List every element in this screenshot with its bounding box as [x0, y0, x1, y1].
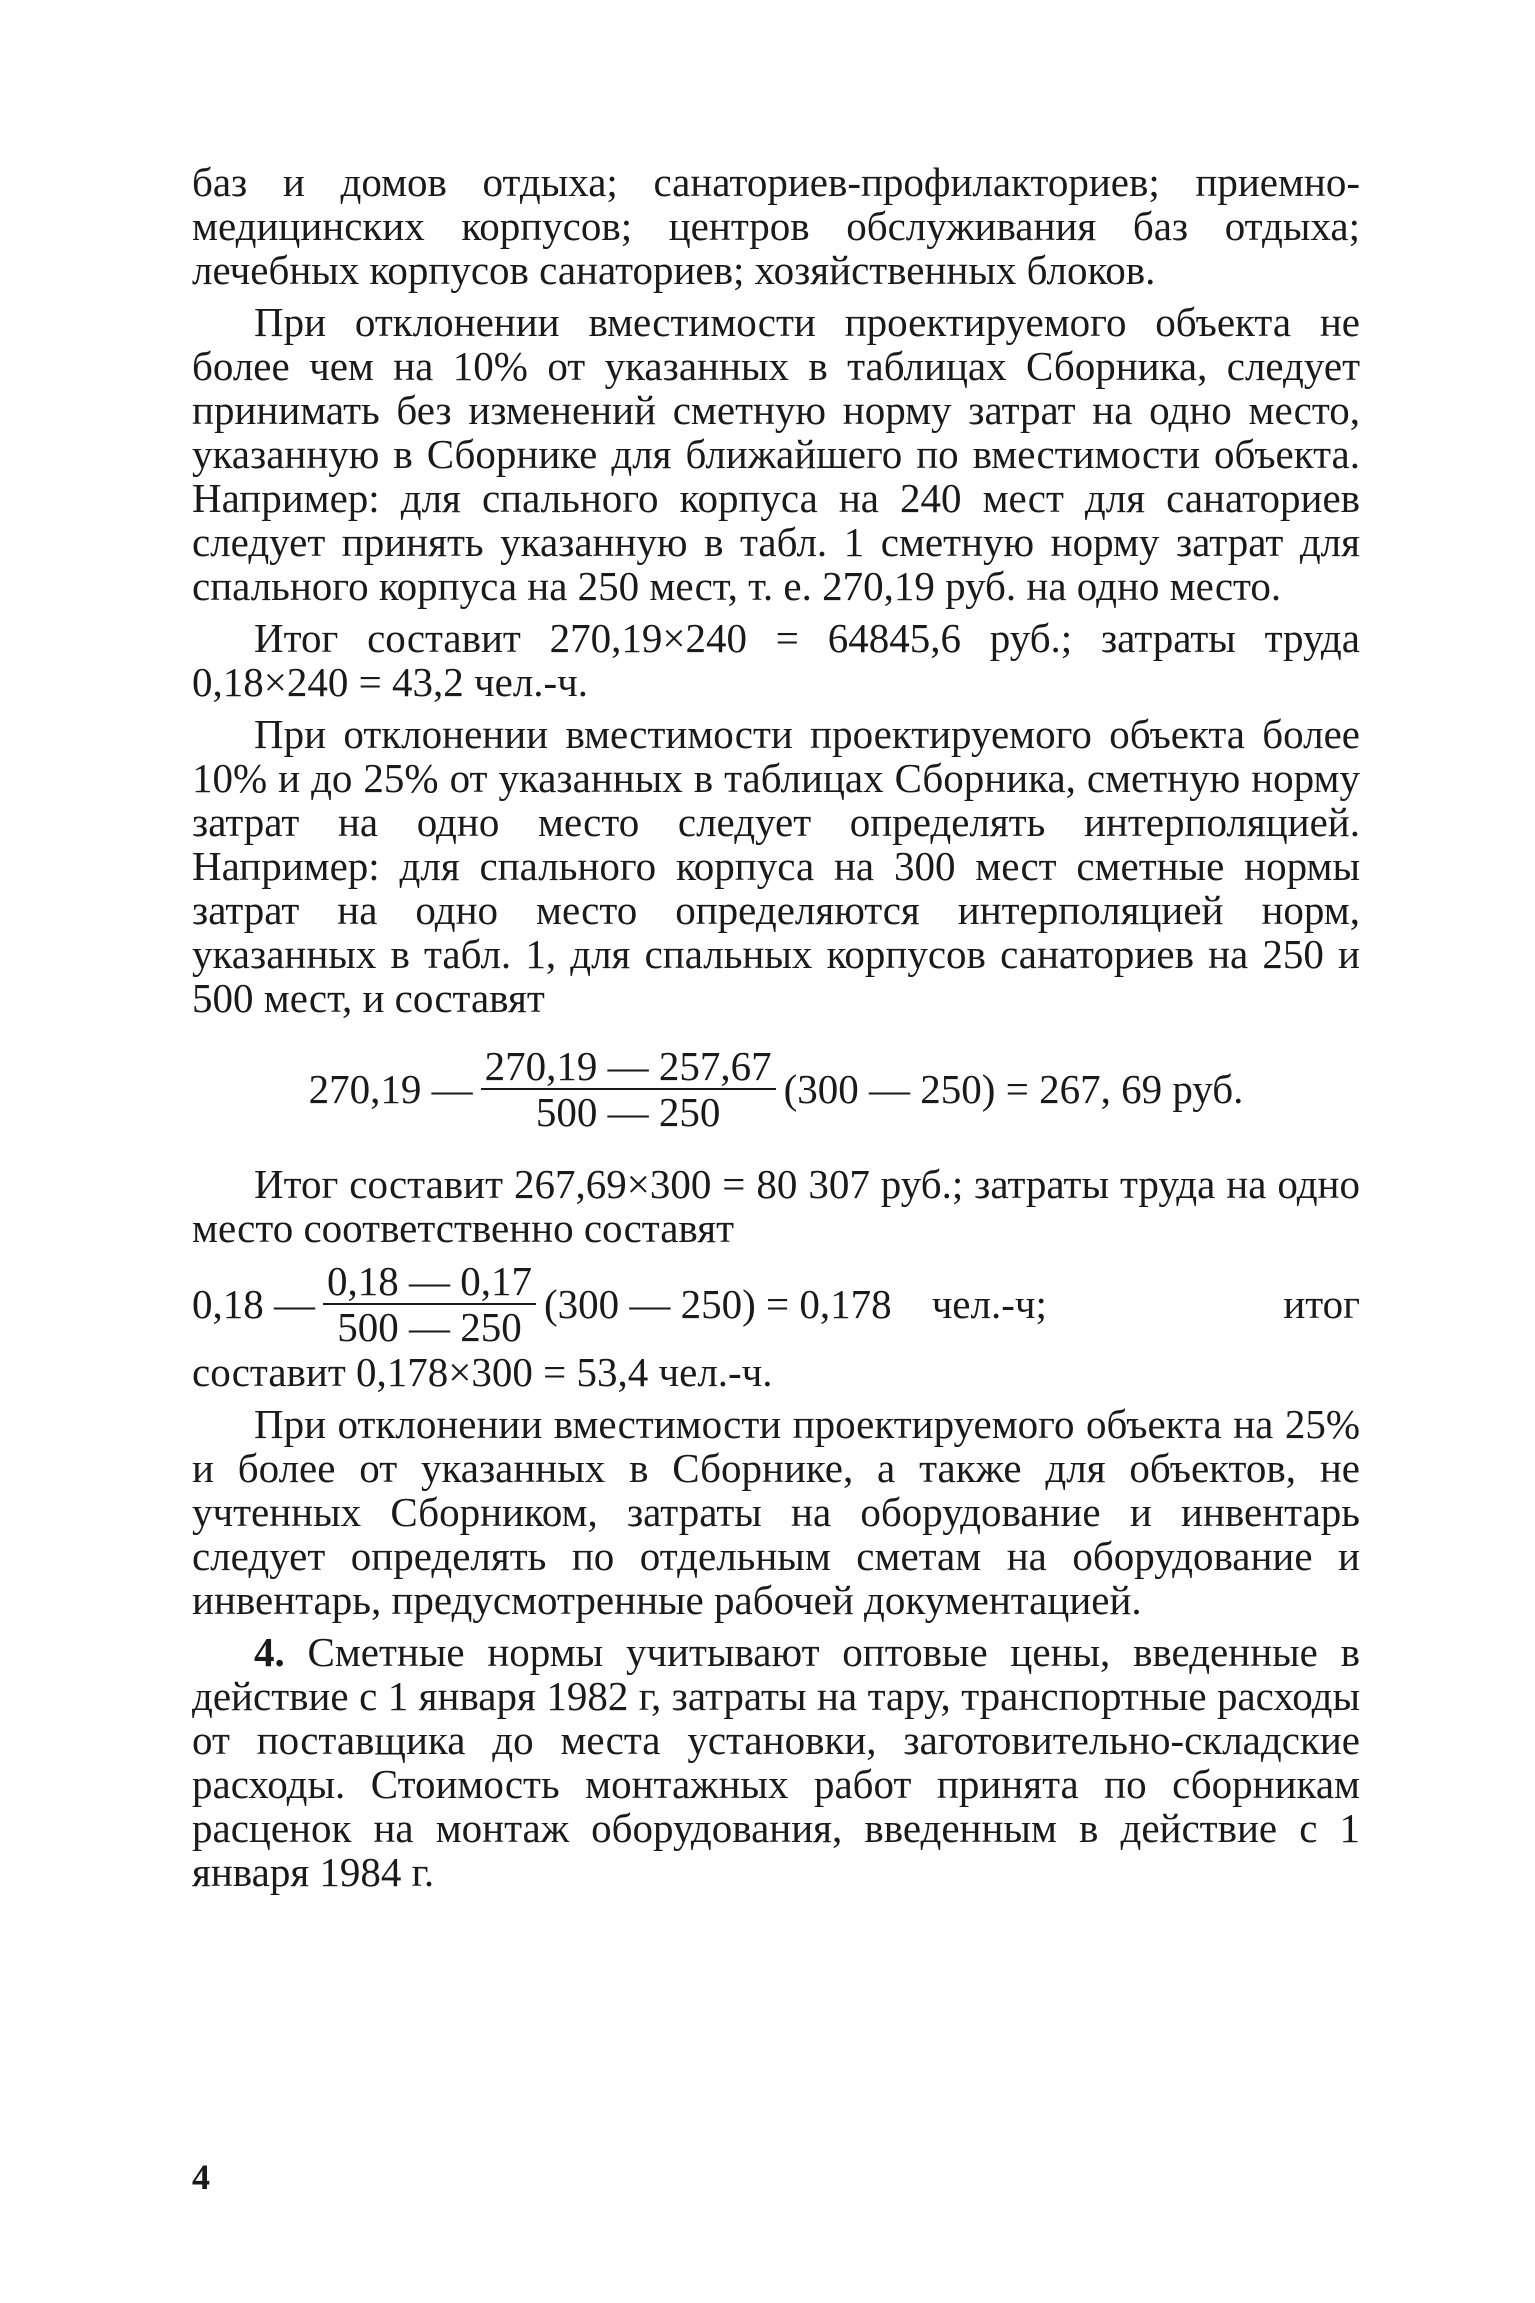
formula-fraction	[481, 1044, 776, 1134]
formula-numerator: 0,18 — 0,17	[323, 1259, 536, 1305]
paragraph-item-4	[192, 1630, 1360, 1894]
item-text: Сметные нормы учитывают оптовые цены, введенные в действие с 1 января 1982 г, затраты на тару, транспортные расходы от поставщика до места установки, заготовительно-складские расходы. Стоимость монтажных работ принята по сборникам расценок на монтаж оборудования, введенным в действие с 1 января 1984 г.	[192, 1629, 1361, 1895]
formula-denominator: 500 — 250	[535, 1089, 721, 1135]
document-page	[192, 160, 1360, 2260]
paragraph-total-2: Итог составит 267,69×300 = 80 307 руб.; затраты труда на одно место соответственно составят	[192, 1161, 1360, 1251]
item-number: 4.	[254, 1629, 285, 1675]
interpolation-formula-labor	[192, 1258, 1360, 1350]
paragraph-continuation: баз и домов отдыха; санаториев-профилакториев; приемно-медицинских корпусов; центров обслуживания баз отдыха; лечебных корпусов санаториев; хозяйственных блоков.	[192, 159, 1360, 293]
paragraph-total-1: Итог составит 270,19×240 = 64845,6 руб.; затраты труда 0,18×240 = 43,2 чел.-ч.	[192, 615, 1360, 705]
paragraph-deviation-25: При отклонении вместимости проектируемого объекта более 10% и до 25% от указанных в таблицах Сборника, сметную норму затрат на одно место следует определять интерполяцией. Например: для спального корпуса на 300 мест сметные нормы затрат на одно место определяются интерполяцией норм, указанных в табл. 1, для спальных корпусов санаториев на 250 и 500 мест, и составят	[192, 711, 1360, 1021]
formula-word: итог	[1283, 1281, 1360, 1327]
formula-tail: (300 — 250) = 267, 69 руб.	[783, 1066, 1244, 1112]
paragraph-deviation-over-25: При отклонении вместимости проектируемого объекта на 25% и более от указанных в Сборнике, а также для объектов, не учтенных Сборником, затраты на оборудование и инвентарь следует определять по отдельным сметам на оборудование и инвентарь, предусмотренные рабочей документацией.	[192, 1401, 1360, 1623]
formula-lead: 0,18 —	[192, 1281, 315, 1327]
paragraph-total-3: составит 0,178×300 = 53,4 чел.-ч.	[192, 1349, 773, 1395]
page-number: 4	[192, 2157, 210, 2197]
formula-fraction	[323, 1259, 536, 1349]
formula-numerator: 270,19 — 257,67	[481, 1044, 776, 1090]
formula-lead: 270,19 —	[308, 1066, 473, 1112]
formula-unit: чел.-ч;	[931, 1281, 1047, 1327]
formula-tail: (300 — 250) = 0,178	[544, 1281, 892, 1327]
paragraph-deviation-10: При отклонении вместимости проектируемого объекта не более чем на 10% от указанных в таблицах Сборника, следует принимать без изменений сметную норму затрат на одно место, указанную в Сборнике для ближайшего по вместимости объекта. Например: для спального корпуса на 240 мест для санаториев следует принять указанную в табл. 1 сметную норму затрат для спального корпуса на 250 мест, т. е. 270,19 руб. на одно место.	[192, 299, 1360, 609]
interpolation-formula-cost	[192, 1034, 1360, 1144]
formula-denominator: 500 — 250	[337, 1304, 522, 1350]
